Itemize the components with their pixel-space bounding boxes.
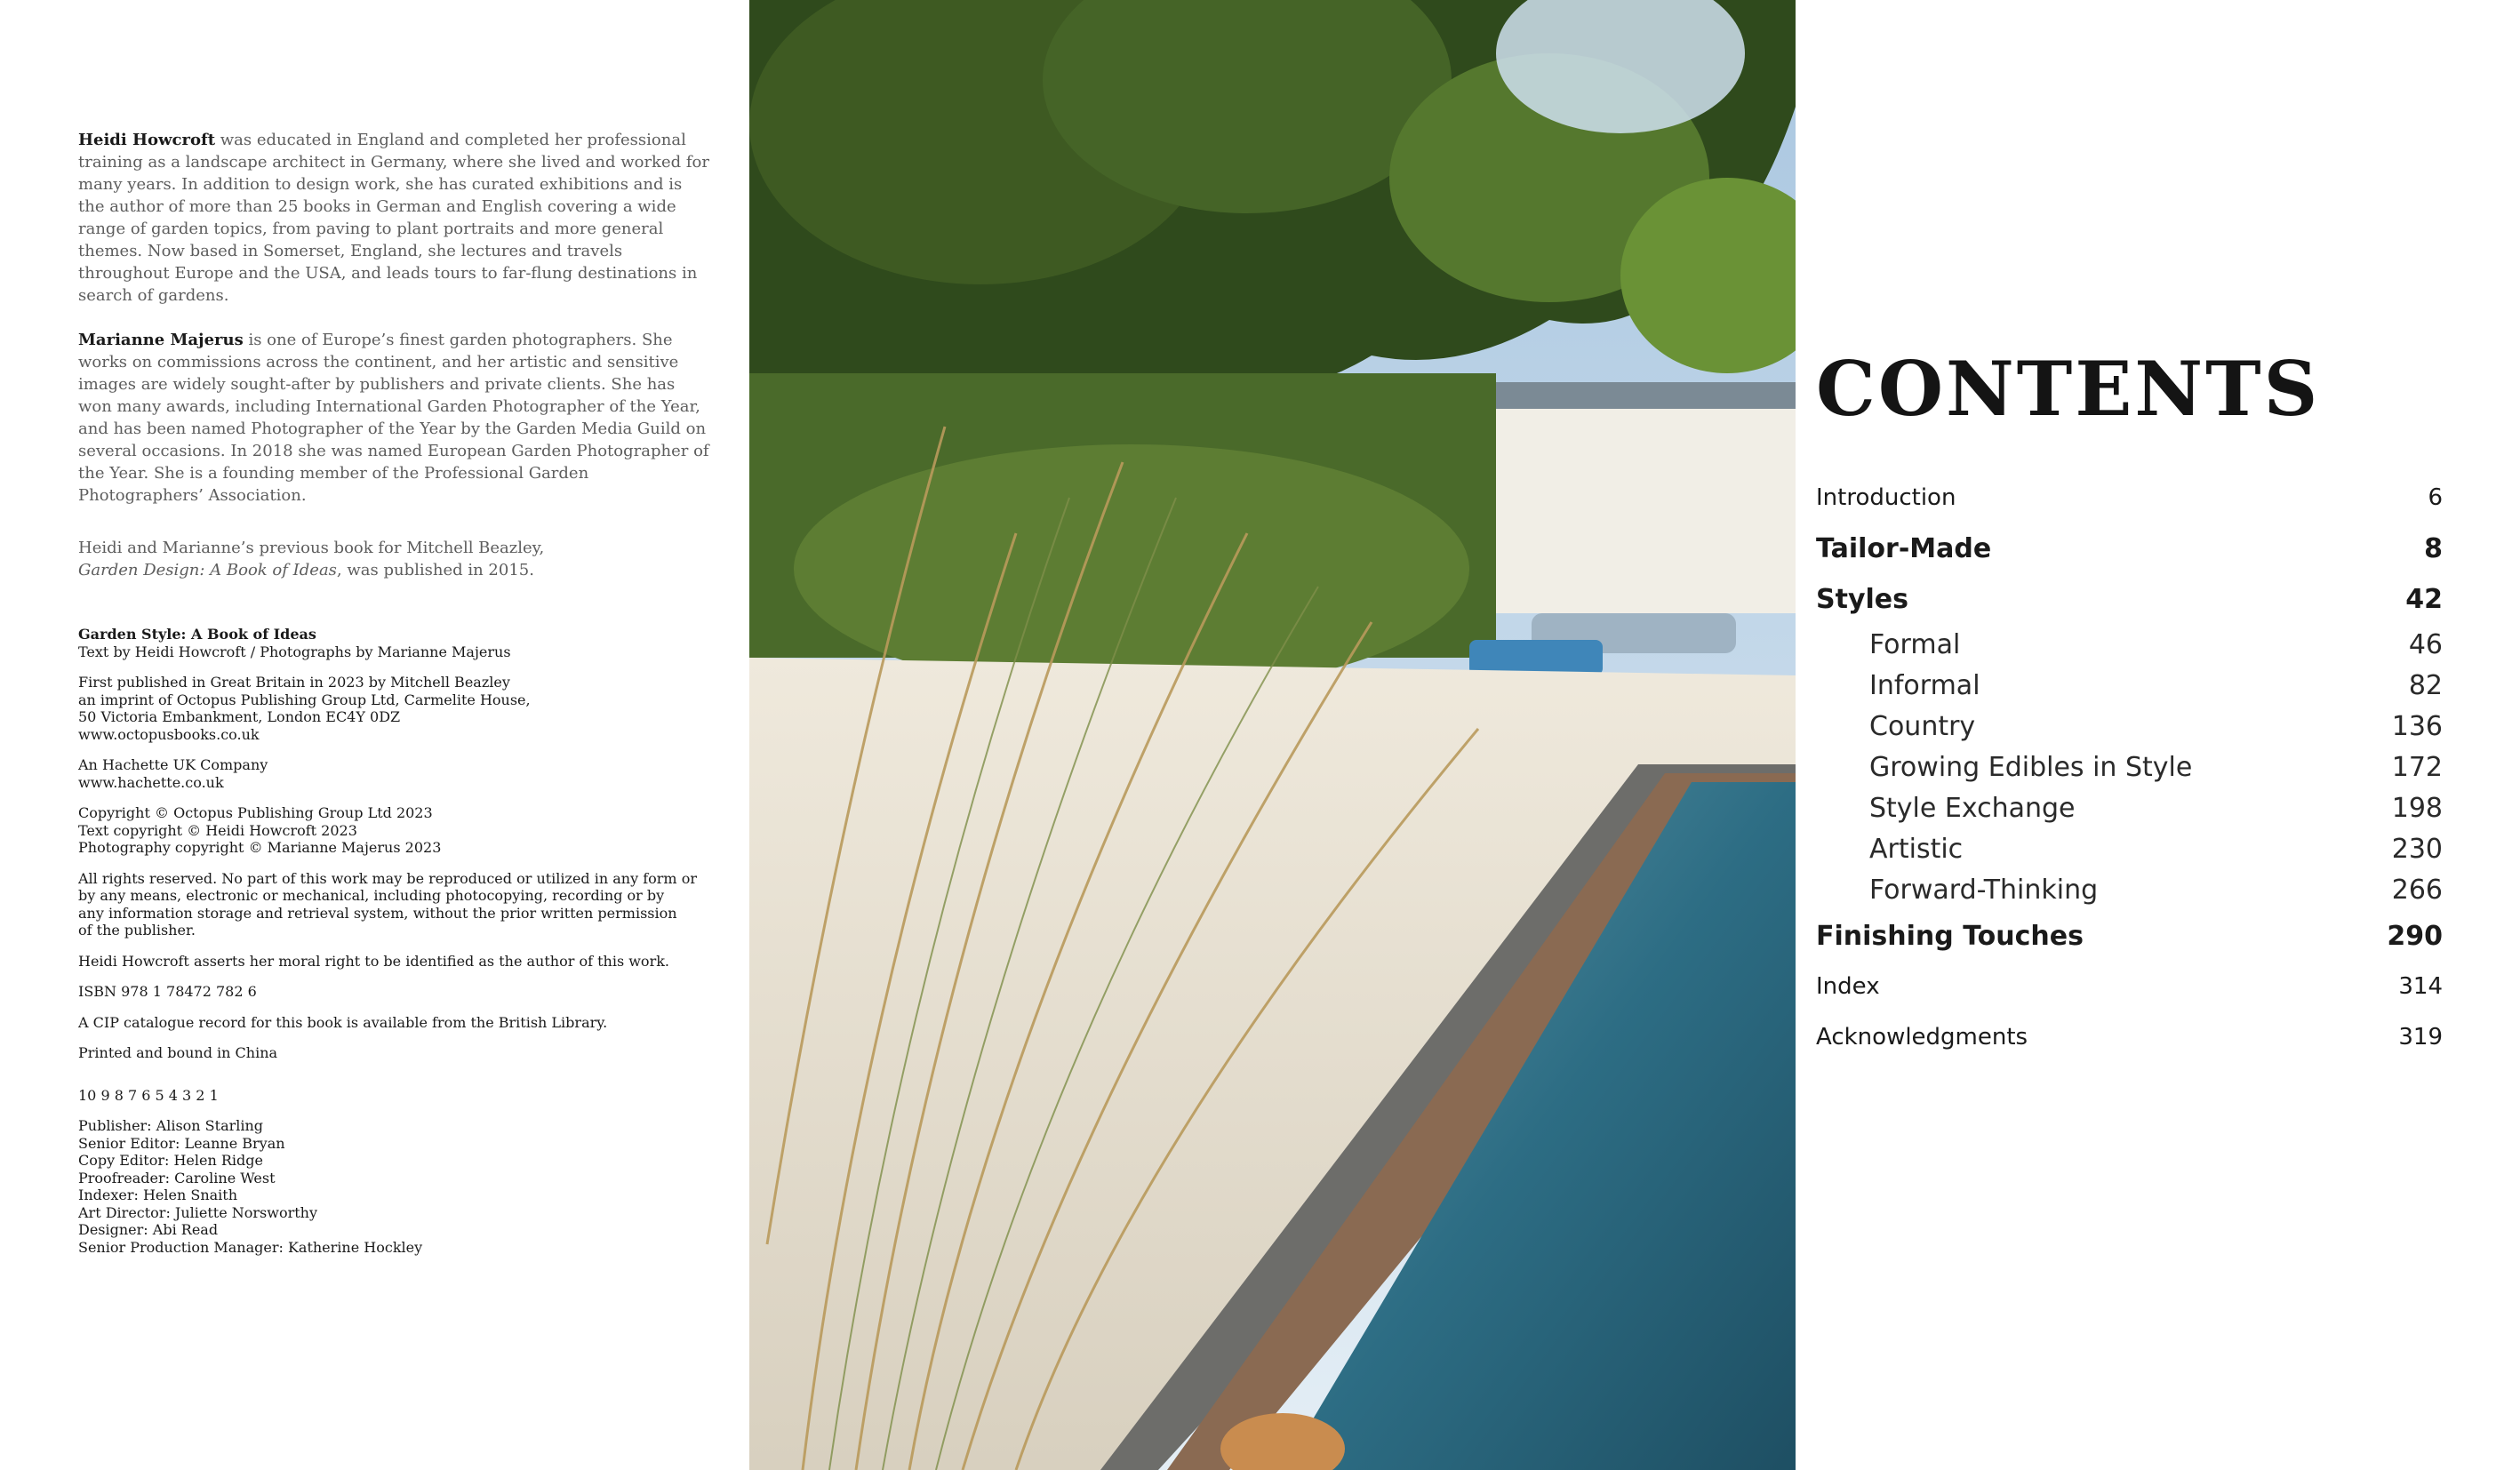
photographer-name: Marianne Majerus: [78, 331, 244, 349]
copyright-page: [78, 129, 709, 1269]
toc-subentry: Growing Edibles in Style 172: [1869, 752, 2443, 783]
garden-pool-photo: [749, 0, 1796, 1470]
moral-right: Heidi Howcroft asserts her moral right to be identified as the author of this work.: [78, 952, 669, 970]
hachette-url: www.hachette.co.uk: [78, 773, 224, 791]
toc-entry: Acknowledgments 319: [1816, 1024, 2443, 1051]
contents-page: [1816, 345, 2443, 1063]
printed-location: Printed and bound in China: [78, 1044, 278, 1061]
author-name: Heidi Howcroft: [78, 131, 216, 149]
imprint-block: [78, 626, 709, 1256]
hachette-company: An Hachette UK Company: [78, 756, 268, 773]
author-bio-text: was educated in England and completed her professional training as a landscape architect in Germany, where she lived and worked for many years. In addition to design work, she has curated exhibitions and is the author of more than 25 books in German and English covering a wide range of garden topics, from paving to plant portraits and more general themes. Now based in Somerset, England, she lectures and travels throughout Europe and the USA, and leads tours to far-flung destinations in search of gardens.: [78, 131, 709, 305]
copyright-notices: Copyright © Octopus Publishing Group Ltd 2023 Text copyright © Heidi Howcroft 2023 Photography copyright © Marianne Majerus 2023: [78, 804, 442, 856]
garden-photo-illustration: [749, 0, 1796, 1470]
staff-credits: Publisher: Alison Starling Senior Editor: Leanne Bryan Copy Editor: Helen Ridge Proofreader: Caroline West Indexer: Helen Snaith Art Director: Juliette Norsworthy Designer: Abi Read Senior Production Manager: Katherine Hockley: [78, 1117, 423, 1256]
octopus-url: www.octopusbooks.co.uk: [78, 725, 260, 743]
toc-subentry: Country 136: [1869, 711, 2443, 742]
toc-entry: Tailor-Made 8: [1816, 533, 2443, 564]
contents-heading: CONTENTS: [1816, 345, 2321, 433]
contents-list: [1816, 473, 2443, 1063]
author-bio: [78, 129, 709, 307]
photographer-bio: [78, 329, 709, 507]
toc-entry: Index 314: [1816, 973, 2443, 1000]
toc-subentry: Forward-Thinking 266: [1869, 875, 2443, 906]
toc-entry: Styles 42: [1816, 584, 2443, 615]
photographer-bio-text: is one of Europe’s finest garden photographers. She works on commissions across the continent, and her artistic and sensitive images are widely sought-after by publishers and private clients. She has won many awards, including International Garden Photographer of the Year, and has been named Photographer of the Year by the Garden Media Guild on several occasions. In 2018 she was named European Garden Photographer of the Year. She is a founding member of the Professional Garden Photographers’ Association.: [78, 331, 709, 505]
cip-record: A CIP catalogue record for this book is available from the British Library.: [78, 1013, 608, 1031]
previous-book-title: Garden Design: A Book of Ideas: [78, 561, 337, 579]
toc-subentry: Formal 46: [1869, 629, 2443, 660]
isbn: ISBN 978 1 78472 782 6: [78, 983, 257, 1000]
toc-entry: Finishing Touches 290: [1816, 921, 2443, 952]
publication-info: First published in Great Britain in 2023 by Mitchell Beazley an imprint of Octopus Publishing Group Ltd, Carmelite House, 50 Victoria Embankment, London EC4Y 0DZ www.octopusbooks.co.uk: [78, 674, 709, 743]
print-run: 10 9 8 7 6 5 4 3 2 1: [78, 1086, 219, 1104]
toc-subentry: Style Exchange 198: [1869, 793, 2443, 824]
toc-subentry: Artistic 230: [1869, 834, 2443, 865]
book-title: Garden Style: A Book of Ideas: [78, 626, 316, 643]
rights-statement: All rights reserved. No part of this work may be reproduced or utilized in any form or by any means, electronic or mechanical, including photocopying, recording or by any information storage and retrieval system, without the prior written permission of the publisher.: [78, 869, 697, 939]
toc-entry: Introduction 6: [1816, 484, 2443, 511]
book-credits: Text by Heidi Howcroft / Photographs by Marianne Majerus: [78, 643, 511, 660]
previous-book-note: Heidi and Marianne’s previous book for Mitchell Beazley, Garden Design: A Book of Ideas, was published in 2015.: [78, 539, 545, 579]
toc-subentry: Informal 82: [1869, 670, 2443, 701]
